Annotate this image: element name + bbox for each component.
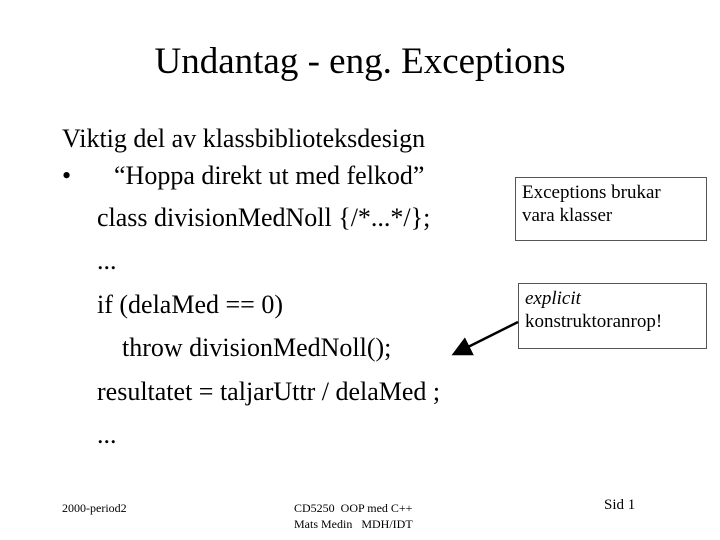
body-heading: Viktig del av klassbiblioteksdesign	[62, 124, 426, 153]
footer-center-line1: CD5250 OOP med C++	[294, 501, 413, 515]
callout-text-line1: Exceptions brukar	[522, 182, 661, 203]
bullet-marker: •	[62, 161, 72, 190]
footer-left: 2000-period2	[62, 501, 127, 515]
code-line-result: resultatet = taljarUttr / delaMed ;	[97, 377, 441, 406]
page-number: Sid 1	[604, 497, 636, 513]
callout-text-line2: vara klasser	[522, 205, 613, 226]
code-line-class: class divisionMedNoll {/*...*/};	[97, 203, 431, 232]
code-line-ellipsis-end: ...	[97, 420, 117, 449]
code-line-throw: throw divisionMedNoll();	[122, 333, 392, 362]
callout-text-line2: konstruktoranrop!	[525, 311, 663, 332]
code-line-ellipsis: ...	[97, 246, 117, 275]
slide-title: Undantag - eng. Exceptions	[154, 41, 566, 82]
callout-exceptions-classes	[515, 177, 707, 241]
footer-center-line2: Mats Medin MDH/IDT	[294, 517, 413, 531]
callout-text-italic: explicit	[525, 288, 581, 309]
bullet-text: “Hoppa direkt ut med felkod”	[114, 161, 425, 190]
code-line-if: if (delaMed == 0)	[97, 290, 283, 319]
callout-explicit-constructor	[518, 283, 707, 349]
